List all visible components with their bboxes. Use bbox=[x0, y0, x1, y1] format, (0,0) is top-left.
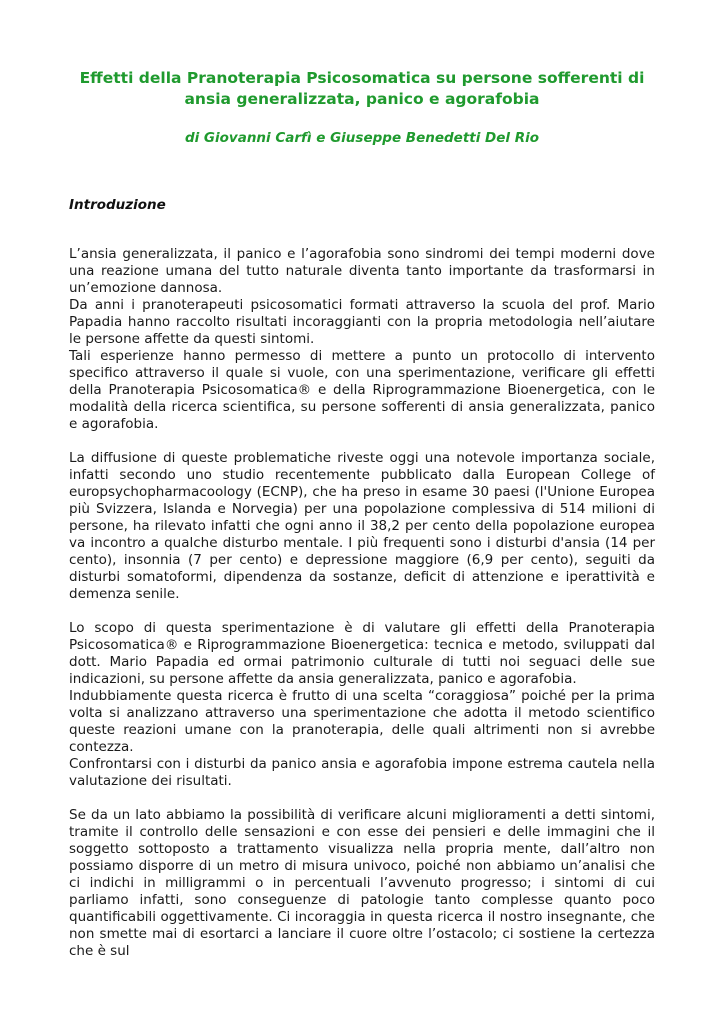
body-text bbox=[69, 246, 655, 960]
paragraph: Confrontarsi con i disturbi da panico ansia e agorafobia impone estrema cautela nella valutazione dei risultati. bbox=[69, 756, 655, 789]
paragraph: Se da un lato abbiamo la possibilità di verificare alcuni miglioramenti a detti sintomi, tramite il controllo delle sensazioni e con esse dei pensieri e delle immagini che il soggetto sottoposto a trattamento visualizza nella propria mente, dall’altro non possiamo disporre di un metro di misura univoco, poiché non abbiamo un’analisi che ci indichi in milligrammi o in percentuali l’avvenuto progresso; i sintomi di cui parliamo infatti, sono conseguenze di patologie tanto complesse quanto poco quantificabili oggettivamente. Ci incoraggia in questa ricerca il nostro insegnante, che non smette mai di esortarci a lanciare il cuore oltre l’ostacolo; ci sostiene la certezza che è sul bbox=[69, 807, 655, 959]
section-heading-introduzione: Introduzione bbox=[69, 197, 166, 213]
paragraph: Indubbiamente questa ricerca è frutto di una scelta “coraggiosa” poiché per la prima volta si analizzano attraverso una sperimentazione che adotta il metodo scientifico queste reazioni umane con la pranoterapia, delle quali altrimenti non si avrebbe contezza. bbox=[69, 688, 655, 755]
paragraph: La diffusione di queste problematiche riveste oggi una notevole importanza sociale, infatti secondo uno studio recentemente pubblicato dalla European College of europsychopharmacoology (ECNP), che ha preso in esame 30 paesi (l'Unione Europea più Svizzera, Islanda e Norvegia) per una popolazione complessiva di 514 milioni di persone, ha rilevato infatti che ogni anno il 38,2 per cento della popolazione europea va incontro a qualche disturbo mentale. I più frequenti sono i disturbi d'ansia (14 per cento), insonnia (7 per cento) e depressione maggiore (6,9 per cento), seguiti da disturbi somatoformi, dipendenza da sostanze, deficit di attenzione e iperattività e demenza senile. bbox=[69, 450, 655, 602]
paragraph: L’ansia generalizzata, il panico e l’agorafobia sono sindromi dei tempi moderni dove una reazione umana del tutto naturale diventa tanto importante da trasformarsi in un’emozione dannosa. bbox=[69, 246, 655, 296]
paragraph: Tali esperienze hanno permesso di mettere a punto un protocollo di intervento specifico attraverso il quale si vuole, con una sperimentazione, verificare gli effetti della Pranoterapia Psicosomatica® e della Riprogrammazione Bioenergetica, con le modalità della ricerca scientifica, su persone sofferenti di ansia generalizzata, panico e agorafobia. bbox=[69, 348, 655, 432]
document-title: Effetti della Pranoterapia Psicosomatica su persone sofferenti di ansia generalizzata, panico e agorafobia bbox=[79, 69, 645, 108]
paragraph: Da anni i pranoterapeuti psicosomatici formati attraverso la scuola del prof. Mario Papadia hanno raccolto risultati incoraggianti con la propria metodologia nell’aiutare le persone affette da questi sintomi. bbox=[69, 297, 655, 347]
paragraph: Lo scopo di questa sperimentazione è di valutare gli effetti della Pranoterapia Psicosomatica® e Riprogrammazione Bioenergetica: tecnica e metodo, sviluppati dal dott. Mario Papadia ed ormai patrimonio culturale di tutti noi seguaci delle sue indicazioni, su persone affette da ansia generalizzata, panico e agorafobia. bbox=[69, 620, 655, 687]
document-authors: di Giovanni Carfì e Giuseppe Benedetti Del Rio bbox=[184, 130, 540, 146]
